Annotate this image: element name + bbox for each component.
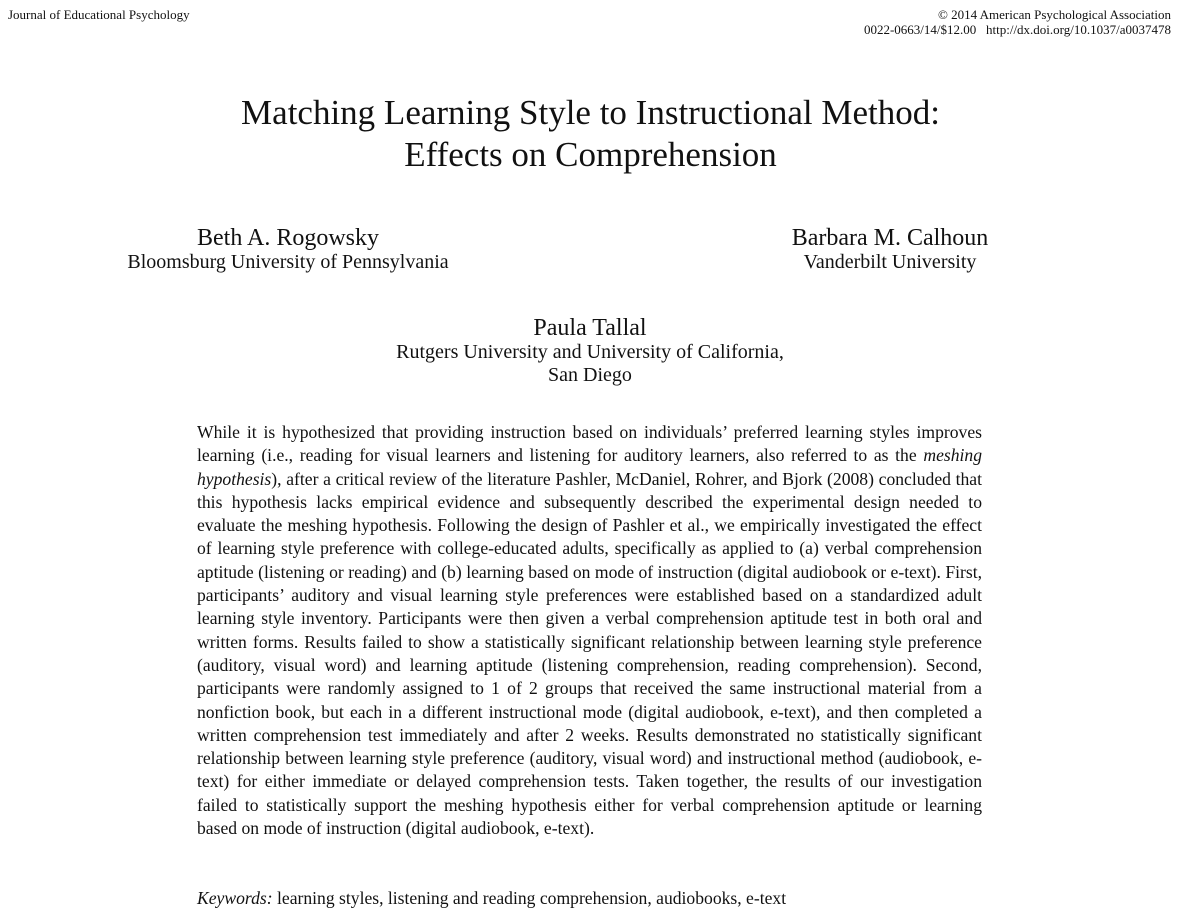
keywords-list: learning styles, listening and reading comprehension, audiobooks, e-text bbox=[272, 888, 787, 908]
copyright-notice: © 2014 American Psychological Association bbox=[937, 7, 1171, 22]
author-affiliation-line-2: San Diego bbox=[548, 364, 632, 386]
abstract-italic-term: meshing hypothesis bbox=[197, 445, 982, 489]
abstract bbox=[197, 421, 982, 840]
title-line-1: Matching Learning Style to Instructional Method: bbox=[241, 93, 940, 132]
author-name: Paula Tallal bbox=[533, 315, 647, 341]
author-block-tallal bbox=[330, 315, 850, 387]
author-affiliation: Vanderbilt University bbox=[803, 251, 977, 273]
abstract-text-part-2: ), after a critical review of the literature Pashler, McDaniel, Rohrer, and Bjork (2008) concluded that this hypothesis lacks empirical evidence and subsequently described the experimental design needed to evaluate the meshing hypothesis. Following the design of Pashler et al., we empirically investigated the effect of learning style preference with college-educated adults, specifically as applied to (a) verbal comprehension aptitude (listening or reading) and (b) learning based on mode of instruction (digital audiobook or e-text). First, participants’ auditory and visual learning style preferences were established based on a standardized adult learning style inventory. Participants were then given a verbal comprehension aptitude test in both oral and written forms. Results failed to show a statistically significant relationship between learning style preference (auditory, visual word) and learning aptitude (listening comprehension, reading comprehension). Second, participants were randomly assigned to 1 of 2 groups that received the same instructional material from a nonfiction book, but each in a different instructional mode (digital audiobook, e-text), and then completed a written comprehension test immediately and after 2 weeks. Results demonstrated no statistically significant relationship between learning style preference (auditory, visual word) and instructional method (audiobook, e-text) for either immediate or delayed comprehension tests. Taken together, the results of our investigation failed to statistically support the meshing hypothesis either for verbal comprehension aptitude or learning based on mode of instruction (digital audiobook, e-text). bbox=[197, 468, 982, 839]
publication-info bbox=[864, 7, 1171, 37]
title-line-2: Effects on Comprehension bbox=[404, 135, 777, 174]
author-block-calhoun bbox=[750, 225, 1030, 274]
author-affiliation: Bloomsburg University of Pennsylvania bbox=[127, 251, 449, 273]
author-block-rogowsky bbox=[100, 225, 476, 274]
author-name: Barbara M. Calhoun bbox=[791, 225, 989, 251]
keywords-label: Keywords: bbox=[197, 888, 273, 908]
paper-title bbox=[0, 92, 1181, 176]
journal-name: Journal of Educational Psychology bbox=[8, 7, 190, 22]
author-affiliation-line-1: Rutgers University and University of California, bbox=[396, 341, 784, 363]
abstract-text-part-1: While it is hypothesized that providing instruction based on individuals’ preferred learning styles improves learning (i.e., reading for visual learners and listening for auditory learners, also referred to as the bbox=[197, 422, 982, 466]
keywords bbox=[197, 887, 982, 909]
author-name: Beth A. Rogowsky bbox=[196, 225, 379, 251]
issn-doi-line: 0022-0663/14/$12.00 http://dx.doi.org/10.1037/a0037478 bbox=[863, 22, 1171, 37]
